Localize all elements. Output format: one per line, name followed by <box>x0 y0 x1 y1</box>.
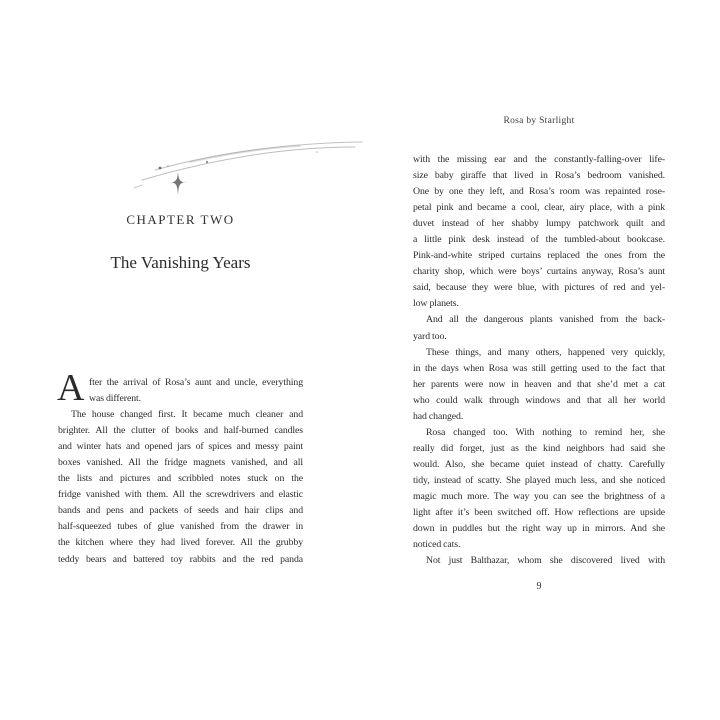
text-line: fter the arrival of Rosa’s aunt and uncle, everything <box>89 377 303 388</box>
shooting-star-illustration <box>130 138 370 202</box>
text-line: tidy, instead of scatty. She played much less, and she noticed <box>413 474 665 486</box>
text-line: charity shop, which were boys’ curtains anyway, Rosa’s aunt <box>413 266 665 278</box>
text-line: The house changed first. It became much cleaner and <box>71 409 303 421</box>
body-text-right <box>413 152 665 569</box>
text-line: her parents were now in heaven and that she’d met a cat <box>413 378 665 390</box>
text-line: and winter hats and opened jars of spices and messy paint <box>58 441 303 453</box>
text-line: teddy bears and battered toy rabbits and the red panda <box>58 553 303 565</box>
text-line: low planets. <box>413 298 459 310</box>
page-number: 9 <box>536 581 542 592</box>
text-line: light after it’s been switched off. How reflections are upside <box>413 507 665 519</box>
speck-dot <box>316 151 318 153</box>
text-line: noticed cats. <box>413 539 461 551</box>
text-line: was different. <box>89 393 141 405</box>
text-line: One by one they left, and Rosa’s room was repainted rose- <box>413 186 665 198</box>
speck-dot <box>167 165 169 167</box>
text-line: the lists and pictures and scribbled notes stuck on the <box>58 473 303 485</box>
running-header: Rosa by Starlight <box>503 116 575 126</box>
text-line: brighter. All the clutter of books and half-burned candles <box>58 425 303 437</box>
speck-dot <box>206 161 208 163</box>
star-sparkle-icon <box>170 172 186 195</box>
text-line: Not just Balthazar, whom she discovered lived with <box>426 555 665 567</box>
text-line: boxes vanished. All the fridge magnets vanished, and all <box>58 457 303 469</box>
text-line: Rosa changed too. With nothing to remind her, she <box>426 426 665 438</box>
text-line: said, because they were blue, with pictures of red and yel- <box>413 282 665 294</box>
text-line: fridge vanished with them. All the screwdrivers and elastic <box>58 489 303 501</box>
text-line: really did forget, just as the kind neighbors had said she <box>413 442 665 454</box>
text-line: had changed. <box>413 410 464 422</box>
text-line: half-squeezed tubes of glue vanished from the drawer in <box>58 521 303 533</box>
chapter-label: CHAPTER TWO <box>126 212 235 227</box>
text-line: the kitchen where they had lived forever. All the grubby <box>58 537 303 549</box>
text-line: These things, and many others, happened very quickly, <box>426 346 665 358</box>
text-line: a little pink desk instead of the tumbled-about bookcase. <box>413 234 665 246</box>
text-line: duvet instead of her shabby lumpy patchwork quilt and <box>413 218 665 230</box>
text-line: who could walk through windows and that all her world <box>413 394 665 406</box>
text-line: with the missing ear and the constantly-falling-over life- <box>413 154 665 165</box>
drop-cap: A <box>57 367 85 409</box>
text-line: size baby giraffe that lived in Rosa’s bedroom vanished. <box>413 170 665 182</box>
chapter-title: The Vanishing Years <box>110 253 251 272</box>
speck-dot <box>159 167 162 170</box>
text-line: petal pink and became a cool, clear, airy place, with a pink <box>413 202 665 214</box>
text-line: bands and pens and packets of seeds and hair clips and <box>58 505 303 517</box>
text-line: down in puddles but the right way up in mirrors. And she <box>413 523 665 535</box>
text-line: yard too. <box>413 330 447 342</box>
right-page <box>360 0 720 720</box>
text-line: in the days when Rosa was still getting used to the fact that <box>413 362 665 374</box>
body-text-left <box>57 367 303 568</box>
text-line: And all the dangerous plants vanished from the back- <box>426 314 665 326</box>
text-line: would. Also, she became quiet instead of chatty. Carefully <box>413 458 665 470</box>
text-line: magic much more. The way you can see the brightness of a <box>413 490 665 502</box>
text-line: Pink-and-white striped curtains replaced the ones from the <box>413 250 665 262</box>
